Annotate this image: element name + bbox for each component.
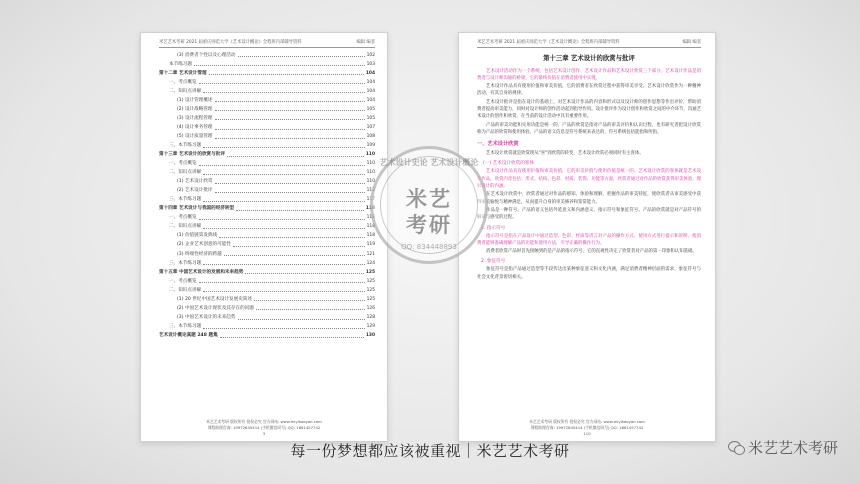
toc-leader-dots [215, 129, 365, 130]
toc-row [159, 87, 375, 96]
toc-title: 第十四章 艺术设计与我国的经济转型 [159, 206, 235, 212]
toc-page-number: 125 [366, 296, 375, 302]
toc-page-number: 110 [366, 170, 375, 176]
footer-contact: 课程助理咨询: 19972645414 (手机微信同号) QQ: 1661457742 [207, 424, 321, 430]
watermark-stamp [370, 146, 488, 264]
toc-leader-dots [227, 156, 364, 157]
toc-leader-dots [203, 92, 364, 93]
toc-row [159, 105, 375, 114]
toc-leader-dots [245, 273, 364, 274]
toc-row [159, 240, 375, 249]
toc-page-number: 104 [366, 97, 375, 103]
paragraph: 产品的审美功能和实用功能是统一的，产品的欣赏是指对产品的审美评价和认识过程，也有研究者把设计欣赏称为产品的欣赏和使用体验。产品的语义信息是符号系统来表达的，符号系统包括能指和所指。 [477, 122, 701, 135]
toc-page-number: 117 [366, 197, 375, 203]
toc-title: (1) 20 世纪中国艺术设计发展史简述 [177, 296, 252, 302]
page-footer [459, 419, 715, 436]
toc-title: 三、本节练习题 [169, 197, 202, 203]
toc-leader-dots [203, 174, 364, 175]
toc-title: 一、考点概览 [169, 161, 197, 167]
toc-title: 本节练习题 [169, 61, 192, 67]
toc-page-number: 118 [366, 233, 375, 239]
toc-leader-dots [238, 56, 365, 57]
highlighted-paragraph: 艺术设计活动作为一个系统，包括艺术设计创作、艺术设计作品和艺术设计欣赏三个部分。艺术设计作品是消费者与设计师沟通的桥梁，它的最终价值在消费者使用中实现。 [477, 68, 701, 81]
toc-leader-dots [238, 319, 365, 320]
toc-title: 二、知识点讲解 [169, 224, 202, 230]
paragraph: 作品是一种符号，产品的语义包括外延意义和内涵意义，指示符号和象征符号。产品的欣赏就是对产品符号的解读与感受的过程。 [477, 207, 701, 221]
toc-row [159, 313, 375, 322]
toc-row [159, 259, 375, 268]
toc-page-number: 104 [366, 88, 375, 94]
toc-leader-dots [224, 255, 365, 256]
toc-row [159, 195, 375, 204]
header-title: 米艺艺术考研 2021 届重庆师范大学《艺术设计概论》全程班内部辅导资料 [477, 40, 620, 45]
toc-title: (3) 设计流程管理 [177, 115, 213, 121]
toc-leader-dots [203, 201, 364, 202]
toc-title: 二、知识点讲解 [169, 170, 202, 176]
toc-leader-dots [203, 264, 364, 265]
stamp-brand-line1: 米艺 [406, 187, 452, 211]
toc-row [159, 123, 375, 132]
page-header [159, 39, 375, 48]
toc-row [159, 69, 375, 78]
toc-title: (4) 设计事务管理 [177, 124, 213, 130]
toc-title: 一、考点概览 [169, 215, 197, 221]
toc-page-number: 104 [365, 70, 375, 76]
brand-name: 米艺艺术考研 [747, 439, 838, 457]
paragraph: 艺术设计作品具有使用价值和审美价值，它的消费者在欣赏过程中获得审美享受。艺术设计欣赏作为一种精神活动，有其自身的规律。 [477, 84, 701, 97]
toc-row [159, 322, 375, 331]
toc-title: (3) 终端性经济的跨越 [177, 251, 222, 257]
toc-page-number: 118 [366, 215, 375, 221]
toc-page-number: 118 [366, 224, 375, 230]
toc-row [159, 150, 375, 159]
toc-page-number: 119 [366, 242, 375, 248]
page-number: 110 [583, 430, 591, 436]
toc-leader-dots [215, 101, 365, 102]
toc-title: (5) 设计质量管理 [177, 133, 213, 139]
toc-title: 一、考点概览 [169, 278, 197, 284]
toc-title: (1) 设计管理概述 [177, 97, 213, 103]
toc-row [159, 132, 375, 141]
footer-contact: 课程助理咨询: 19972645414 (手机微信同号) QQ: 1661457742 [530, 424, 644, 430]
toc-row [159, 60, 375, 69]
toc-row [159, 268, 375, 277]
toc-page-number: 124 [366, 260, 375, 266]
toc-row [159, 114, 375, 123]
toc-row [159, 96, 375, 105]
page-header [477, 39, 701, 48]
toc-title: 第十三章 艺术设计的欣赏与批评 [159, 152, 225, 158]
toc-leader-dots [256, 309, 365, 310]
toc-page-number: 105 [366, 106, 375, 112]
toc-page-number: 102 [366, 52, 375, 58]
left-page [140, 32, 388, 442]
stamp-qq: QQ: 834448893 [401, 243, 457, 251]
brand-logo [728, 437, 838, 458]
toc-row [159, 177, 375, 186]
toc-page-number: 130 [365, 332, 375, 338]
caption: 每一份梦想都应该被重视｜米艺艺术考研 [290, 442, 570, 460]
toc-page-number: 129 [366, 323, 375, 329]
toc-page-number: 118 [365, 206, 375, 212]
toc-title: (3) 消费者个性以及心理活动 [177, 52, 236, 58]
toc-row [159, 186, 375, 195]
toc-leader-dots [199, 219, 365, 220]
toc-leader-dots [215, 138, 365, 139]
toc-row [159, 213, 375, 222]
toc-leader-dots [219, 237, 364, 238]
toc-title: (2) 设计战略管理 [177, 106, 213, 112]
right-page [458, 32, 716, 442]
toc-leader-dots [215, 192, 365, 193]
toc-row [159, 141, 375, 150]
paragraph: 在艺术设计欣赏中，欣赏者通过对作品的感知、体验和理解，把握作品的审美特征，使欣赏者从审美感受中获得审美愉悦与精神满足，从而提升自身的审美修养和鉴赏能力。 [477, 192, 701, 205]
paragraph: 消费者欣赏产品时首先接触到的是产品的指示符号，它的直观性决定了欣赏者对产品的第一印象和认知基础。 [486, 249, 697, 255]
header-editor: 编辑 编者 [356, 40, 375, 45]
subsection-heading: 2. 象征符号 [481, 259, 506, 265]
highlighted-paragraph: 指示符号是指在产品设计中通过造型、色彩、材质等语言对产品的操作方式、使用方式进行提示和说明，使消费者能够准确理解产品的功能和使用方法，引导正确的操作行为。 [477, 233, 701, 246]
subsection-heading: (一) 艺术设计欣赏的客体 [483, 161, 534, 167]
toc-title: 艺术设计概论真题 248 题集 [159, 332, 218, 338]
paragraph-group-indicator [477, 233, 701, 256]
highlighted-paragraph: 艺术设计作品具有使用价值和审美价值，它的审美价值与使用价值是统一的。艺术设计欣赏的客体就是艺术设计作品，欣赏内容包括：形式、结构、色彩、材质、装饰、功能等方面，欣赏者通过对作品的欣赏获得审美体验，理解设计的内涵。 [477, 169, 701, 190]
toc-page-number: 104 [366, 79, 375, 85]
toc-leader-dots [203, 328, 364, 329]
toc-leader-dots [203, 228, 364, 229]
toc-leader-dots [215, 110, 365, 111]
toc-row [159, 51, 375, 60]
toc-page-number: 126 [366, 305, 375, 311]
paragraph: 艺术设计欣赏就是欣赏现从"喜"到欣赏的转变，艺术设计欣赏必须同时有主客体。 [486, 151, 644, 157]
toc-page-number: 125 [365, 269, 375, 275]
page-number: 3 [262, 430, 266, 436]
chapter-title: 第十三章 艺术设计的欣赏与批评 [543, 53, 635, 62]
header-title: 米艺艺术考研 2021 届重庆师范大学《艺术设计概论》全程班内部辅导资料 [159, 40, 302, 45]
toc-title: (1) 价值链第发典线 [177, 233, 218, 239]
wechat-icon [728, 441, 744, 454]
toc-title: (2) 企业艺术创意的可能性 [177, 242, 231, 248]
section-heading: 一、艺术设计欣赏 [477, 141, 519, 148]
footer-copyright: 米艺艺术考研 版权所有 侵权必究 官方网站: www.miyikaoyan.com [206, 419, 322, 425]
toc-page-number: 128 [366, 314, 375, 320]
toc-leader-dots [194, 65, 365, 66]
toc-leader-dots [209, 74, 364, 75]
stamp-ring-text: 艺术设计史论 艺术设计概论 [379, 158, 479, 167]
toc-title: 第十五章 中国艺术设计的发展和未来趋势 [159, 269, 244, 275]
subsection-heading: 1. 指示符号 [481, 225, 506, 231]
toc-leader-dots [215, 119, 365, 120]
toc-page-number: 107 [366, 124, 375, 130]
toc-title: 二、知识点讲解 [169, 88, 202, 94]
page-footer [141, 419, 387, 436]
toc-leader-dots [254, 300, 365, 301]
toc-page-number: 110 [365, 152, 375, 158]
toc-row [159, 159, 375, 168]
toc-title: (3) 中国艺术设计的未来趋势 [177, 314, 236, 320]
paragraph-group-intro [477, 68, 701, 137]
toc-row [159, 286, 375, 295]
toc-page-number: 125 [366, 278, 375, 284]
toc-title: (1) 艺术设计欣赏 [177, 179, 213, 185]
toc-page-number: 108 [366, 133, 375, 139]
toc-leader-dots [203, 291, 364, 292]
paragraph: 象征符号是指产品通过造型等手段传达出某种象征意义和文化内涵，满足消费者精神层面的需求，象征符号与社会文化背景密切相关。 [477, 267, 701, 280]
toc-leader-dots [215, 183, 365, 184]
toc-page-number: 125 [366, 287, 375, 293]
toc-leader-dots [233, 246, 365, 247]
toc-page-number: 103 [366, 61, 375, 67]
stamp-brand-line2: 考研 [406, 213, 452, 237]
toc-row [159, 168, 375, 177]
toc-leader-dots [220, 337, 364, 338]
paragraph-group-object [477, 168, 701, 221]
toc-page-number: 110 [366, 161, 375, 167]
paragraph: 艺术设计批评是指在设计的基础上，对艺术设计作品的内容和形式以及设计师的创作思想等作出评价，帮助消费者提高审美能力，同时对设计师的创作活动起到指导作用。设计批评作为设计创作和欣赏之间的中介环节，沟通艺术设计的创作和欣赏，在当前的设计活动中具有重要作用。 [477, 99, 701, 120]
toc-leader-dots [199, 165, 365, 166]
toc-title: 一、考点概览 [169, 79, 197, 85]
toc-page-number: 121 [366, 251, 375, 257]
toc-leader-dots [199, 83, 365, 84]
header-editor: 编辑 编者 [682, 40, 701, 45]
toc-title: (2) 艺术设计批评 [177, 188, 213, 194]
toc-row [159, 331, 375, 340]
toc-title: 三、本节练习题 [169, 260, 202, 266]
toc-page-number: 110 [366, 179, 375, 185]
toc-leader-dots [199, 282, 365, 283]
toc-row [159, 231, 375, 240]
toc-title: (2) 中国艺术设计现状及其存在的问题 [177, 305, 254, 311]
toc-row [159, 222, 375, 231]
toc-title: 二、知识点讲解 [169, 287, 202, 293]
toc-page-number: 112 [366, 188, 375, 194]
toc-title: 三、本节练习题 [169, 142, 202, 148]
toc-leader-dots [203, 147, 364, 148]
toc-row [159, 78, 375, 87]
footer-copyright: 米艺艺术考研 版权所有 侵权必究 官方网站: www.miyikaoyan.com [529, 419, 645, 425]
toc-row [159, 304, 375, 313]
toc-row [159, 250, 375, 259]
toc-page-number: 109 [366, 142, 375, 148]
toc-page-number: 105 [366, 115, 375, 121]
toc-row [159, 295, 375, 304]
toc-title: 第十二章 艺术设计管理 [159, 70, 207, 76]
toc-row [159, 277, 375, 286]
toc-title: 三、本节练习题 [169, 323, 202, 329]
toc-list [159, 51, 375, 341]
toc-leader-dots [236, 210, 364, 211]
toc-row [159, 204, 375, 213]
